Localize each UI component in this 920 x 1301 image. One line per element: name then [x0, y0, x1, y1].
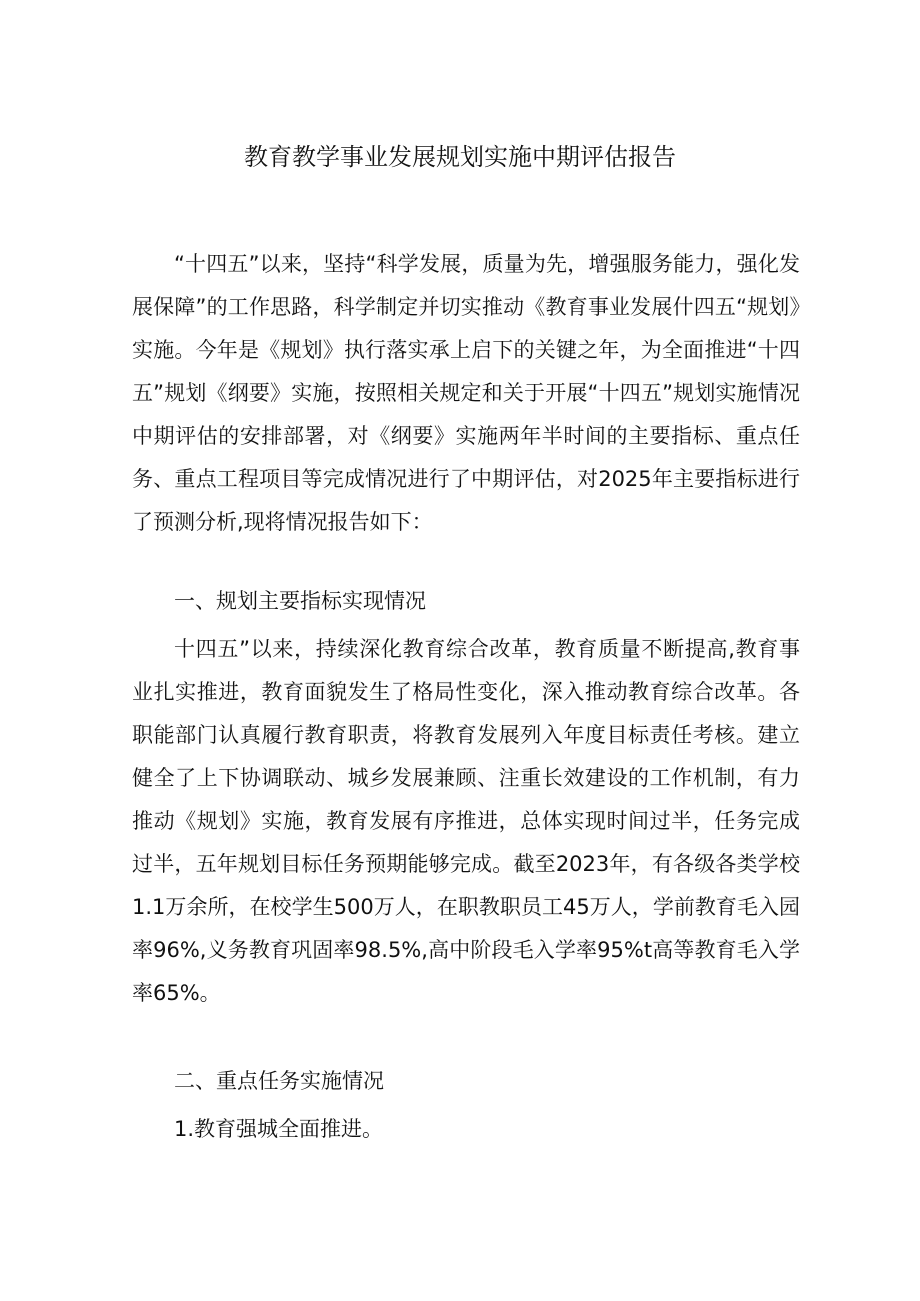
section-heading-2: 二、重点任务实施情况	[174, 1069, 384, 1093]
document-title: 教育教学事业发展规划实施中期评估报告	[244, 143, 676, 171]
paragraph-indicators: 十四五”以来，持续深化教育综合改革，教育质量不断提高,教育事业扎实推进，教育面貌发生了格局性变化，深入推动教育综合改革。各职能部门认真履行教育职责，将教育发展列入年度目标责任考核。建立健全了上下协调联动、城乡发展兼顾、注重长效建设的工作机制，有力推动《规划》实施，教育发展有序推进，总体实现时间过半，任务完成过半，五年规划目标任务预期能够完成。截至2023年，有各级各类学校1.1万余所，在校学生500万人，在职教职员工45万人，学前教育毛入园率96%,义务教育巩固率98.5%,高中阶段毛入学率95%t高等教育毛入学率65%。	[132, 637, 800, 1005]
section-heading-1: 一、规划主要指标实现情况	[174, 589, 426, 613]
subsection-heading-1: 1.教育强城全面推进。	[174, 1117, 384, 1141]
paragraph-intro: “十四五”以来，坚持“科学发展，质量为先，增强服务能力，强化发展保障”的工作思路，科学制定并切实推动《教育事业发展什四五“规划》实施。今年是《规划》执行落实承上启下的关键之年，为全面推进“十四五”规划《纲要》实施，按照相关规定和关于开展“十四五”规划实施情况中期评估的安排部署，对《纲要》实施两年半时间的主要指标、重点任务、重点工程项目等完成情况进行了中期评估，对2025年主要指标进行了预测分析,现将情况报告如下：	[132, 252, 800, 534]
